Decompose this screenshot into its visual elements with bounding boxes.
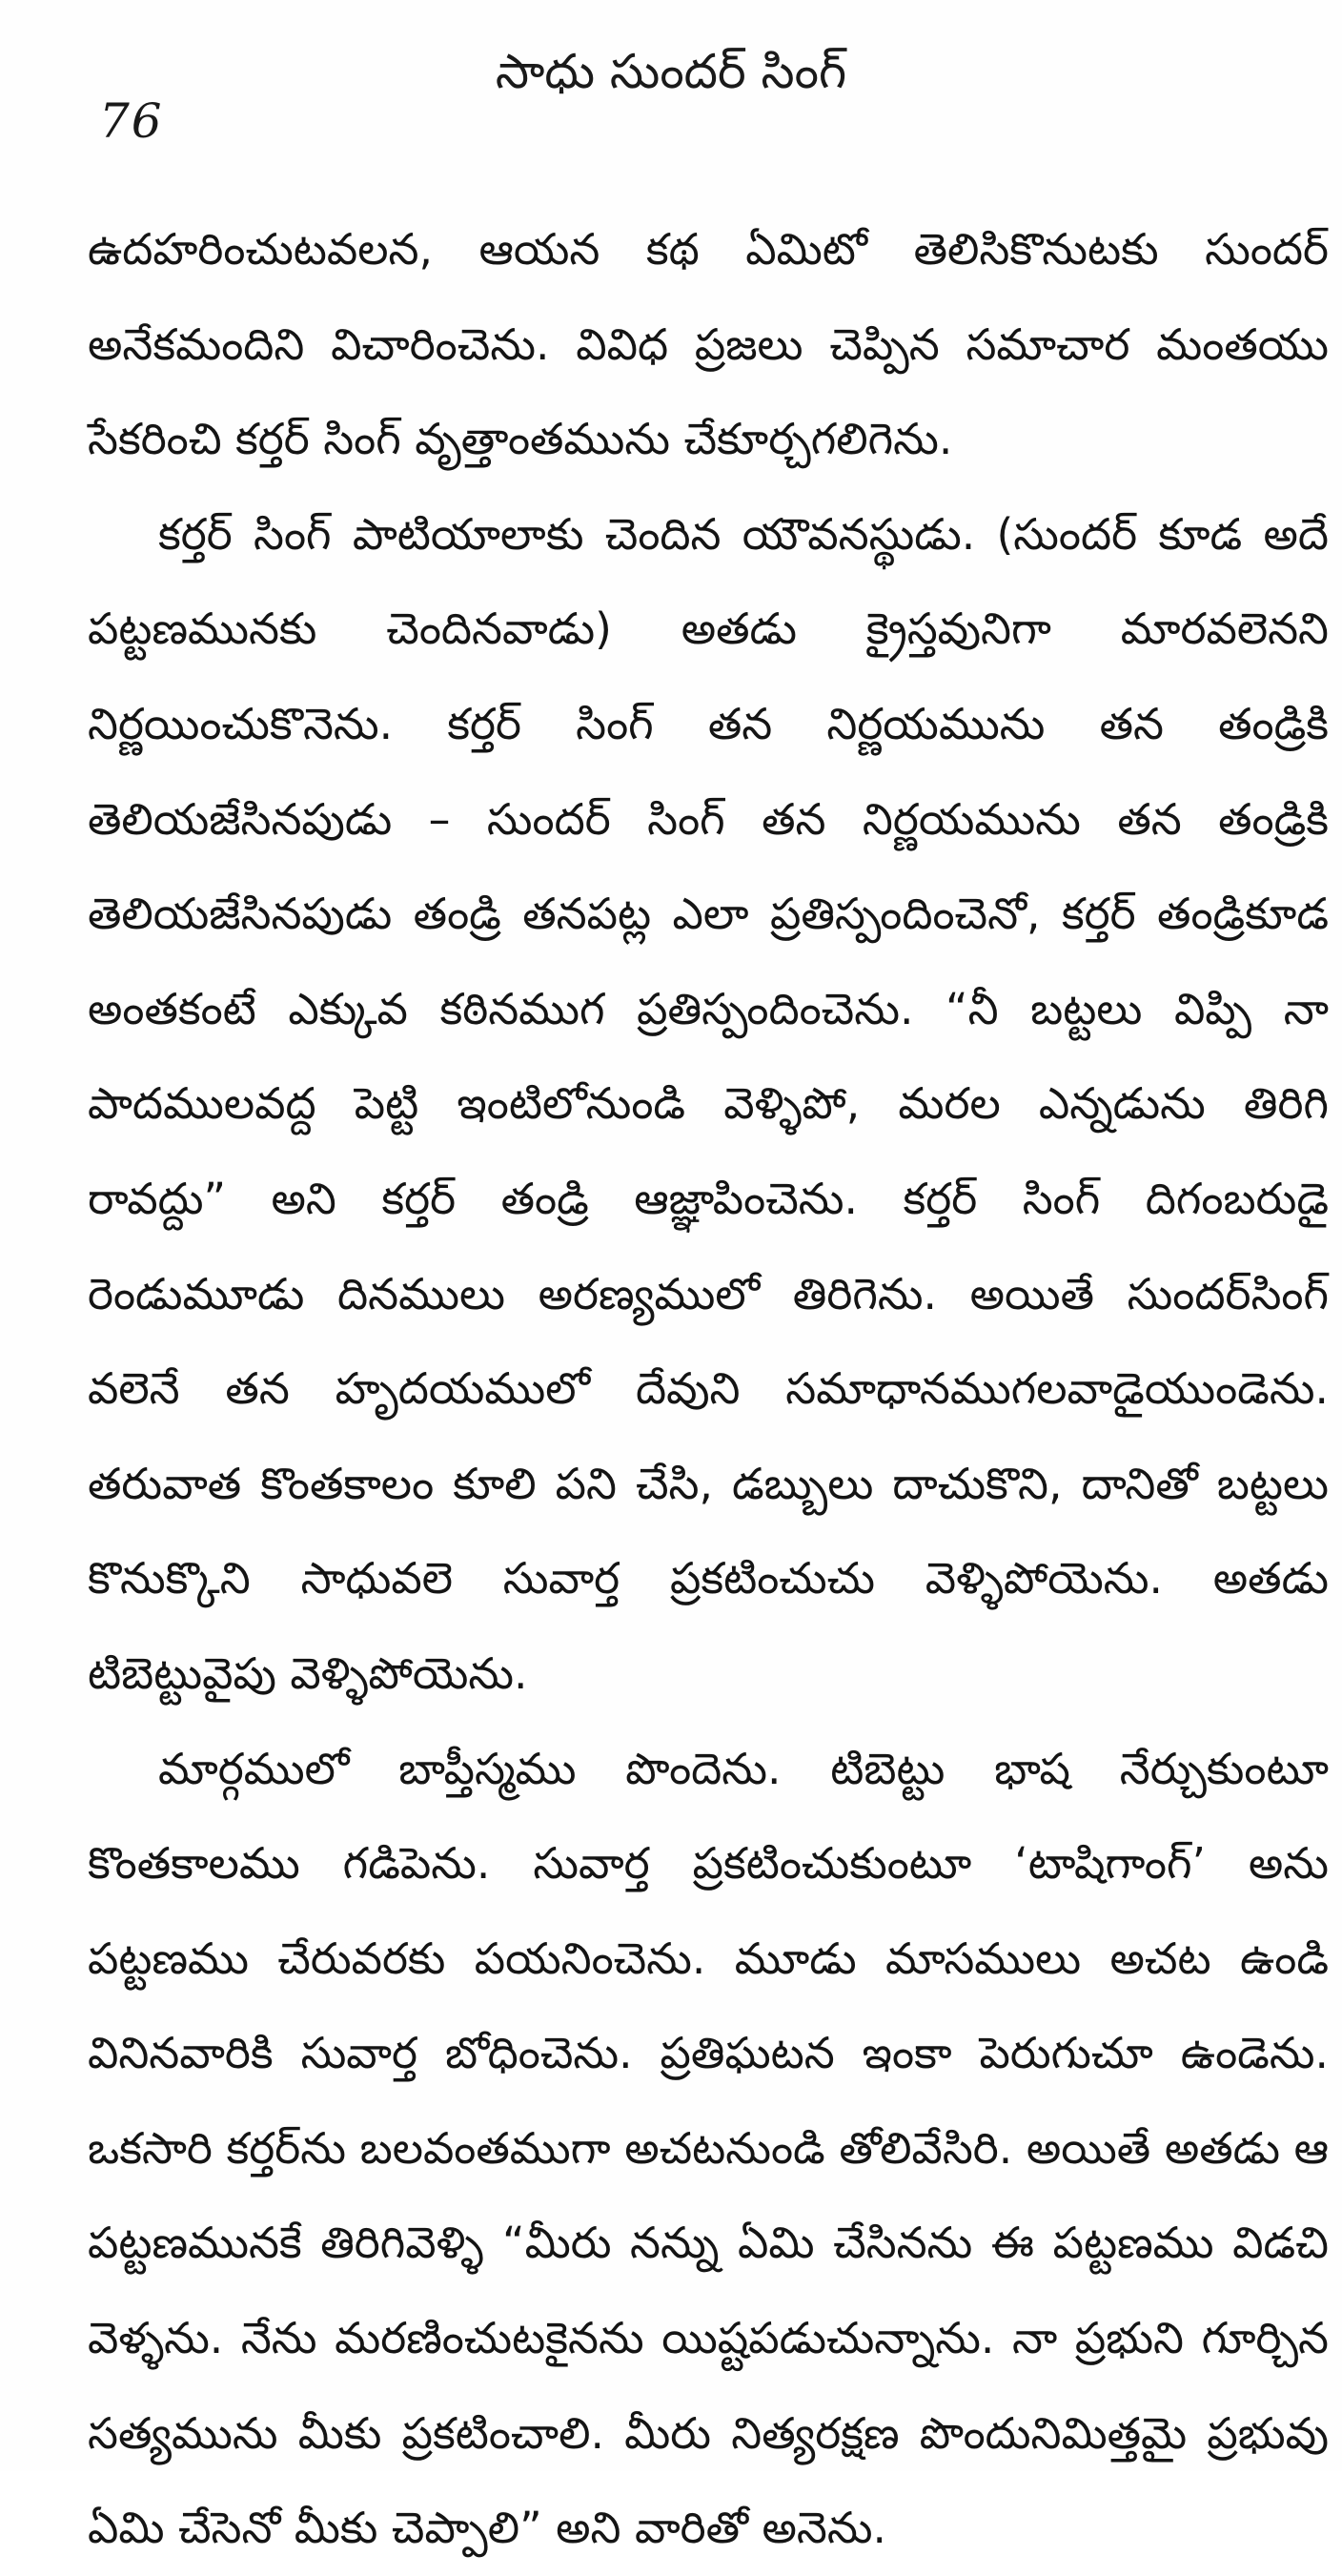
paragraph-1: ఉదహరించుటవలన, ఆయన కథ ఏమిటో తెలిసికొనుటకు సుందర్ అనేకమందిని విచారించెను. వివిధ ప్రజలు చెప్పిన సమాచార మంతయు సేకరించి కర్తర్ సింగ్ వృత్తాంతమును చేకూర్చగలిగెను. [88, 224, 1329, 465]
running-head: సాధు సుందర్ సింగ్ [495, 44, 847, 99]
body-text [88, 202, 1329, 2576]
paragraph-2: కర్తర్ సింగ్ పాటియాలాకు చెందిన యౌవనస్థుడు. (సుందర్ కూడ అదే పట్టణమునకు చెందినవాడు) అతడు క్రైస్తవునిగా మారవలెనని నిర్ణయించుకొనెను. కర్తర్ సింగ్ తన నిర్ణయమును తన తండ్రికి తెలియజేసినపుడు – సుందర్ సింగ్ తన నిర్ణయమును తన తండ్రికి తెలియజేసినపుడు తండ్రి తనపట్ల ఎలా ప్రతిస్పందించెనో, కర్తర్ తండ్రికూడ అంతకంటే ఎక్కువ కఠినముగ ప్రతిస్పందించెను. “నీ బట్టలు విప్పి నా పాదములవద్ద పెట్టి ఇంటిలోనుండి వెళ్ళిపో, మరల ఎన్నడును తిరిగి రావద్దు” అని కర్తర్ తండ్రి ఆజ్ఞాపించెను. కర్తర్ సింగ్ దిగంబరుడై రెండుమూడు దినములు అరణ్యములో తిరిగెను. అయితే సుందర్‌సింగ్ వలెనే తన హృదయములో దేవుని సమాధానముగలవాడైయుండెను. తరువాత కొంతకాలం కూలి పని చేసి, డబ్బులు దాచుకొని, దానితో బట్టలు కొనుక్కొని సాధువలె సువార్త ప్రకటించుచు వెళ్ళిపోయెను. అతడు టిబెట్టువైపు వెళ్ళిపోయెను. [88, 508, 1329, 1699]
page-number: 76 [99, 93, 164, 149]
paragraph-3: మార్గములో బాప్తీస్మము పొందెను. టిబెట్టు భాష నేర్చుకుంటూ కొంతకాలము గడిపెను. సువార్త ప్రకటించుకుంటూ ‘టాషిగాంగ్’ అను పట్టణము చేరువరకు పయనించెను. మూడు మాసములు అచట ఉండి వినినవారికి సువార్త బోధించెను. ప్రతిఘటన ఇంకా పెరుగుచూ ఉండెను. ఒకసారి కర్తర్‌ను బలవంతముగా అచటనుండి తోలివేసిరి. అయితే అతడు ఆ పట్టణమునకే తిరిగివెళ్ళి “మీరు నన్ను ఏమి చేసినను ఈ పట్టణము విడచి వెళ్ళను. నేను మరణించుటకైనను యిష్టపడుచున్నాను. నా ప్రభుని గూర్చిన సత్యమును మీకు ప్రకటించాలి. మీరు నిత్యరక్షణ పొందునిమిత్తమై ప్రభువు ఏమి చేసెనో మీకు చెప్పాలి” అని వారితో అనెను. [88, 1743, 1329, 2554]
